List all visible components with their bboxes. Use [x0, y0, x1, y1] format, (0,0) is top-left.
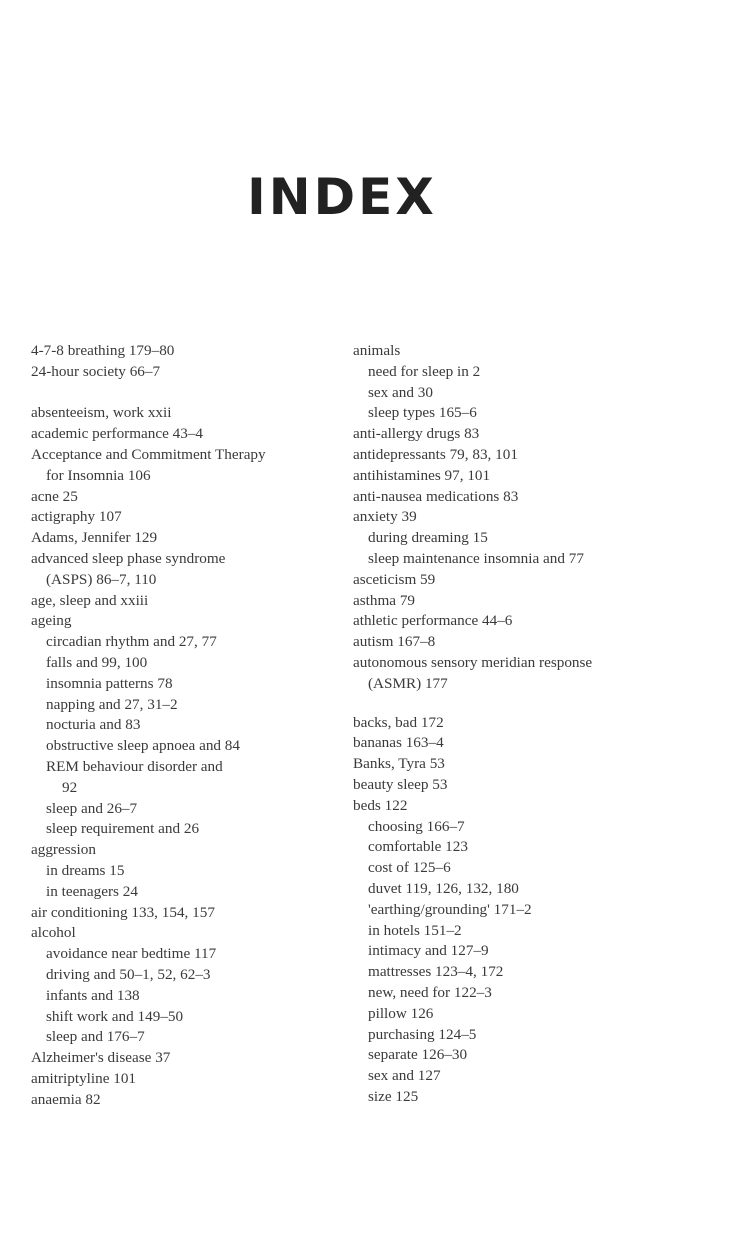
index-column-left — [31, 341, 331, 1110]
index-entry: bananas 163–4 — [353, 734, 444, 752]
index-entry: anti-allergy drugs 83 — [353, 425, 480, 443]
index-subentry: mattresses 123–4, 172 — [368, 963, 504, 981]
index-subentry: avoidance near bedtime 117 — [46, 945, 217, 963]
index-entry: aggression — [31, 841, 96, 859]
index-subentry: circadian rhythm and 27, 77 — [46, 633, 217, 651]
page-title: INDEX — [247, 168, 437, 226]
index-entry: backs, bad 172 — [353, 713, 444, 731]
index-entry: age, sleep and xxiii — [31, 591, 149, 609]
index-entry: autonomous sensory meridian response — [353, 653, 593, 671]
index-entry: air conditioning 133, 154, 157 — [31, 903, 215, 921]
index-entry: Banks, Tyra 53 — [353, 755, 445, 773]
index-subentry: sleep types 165–6 — [368, 404, 477, 422]
index-entry: amitriptyline 101 — [31, 1069, 137, 1087]
index-entry-continuation: (ASMR) 177 — [368, 674, 448, 692]
index-entry: academic performance 43–4 — [31, 425, 204, 443]
index-entry-continuation: (ASPS) 86–7, 110 — [46, 570, 157, 588]
index-subentry: sleep and 26–7 — [46, 799, 138, 817]
index-subentry: napping and 27, 31–2 — [46, 695, 178, 713]
index-subentry: choosing 166–7 — [368, 817, 465, 835]
index-entry: anaemia 82 — [31, 1090, 101, 1108]
index-entry: antidepressants 79, 83, 101 — [353, 445, 518, 463]
index-entry-continuation: for Insomnia 106 — [46, 466, 151, 484]
index-entry: Acceptance and Commitment Therapy — [31, 445, 266, 463]
index-entry: athletic performance 44–6 — [353, 612, 513, 630]
index-entry: Adams, Jennifer 129 — [31, 529, 158, 547]
index-entry: asceticism 59 — [353, 570, 436, 588]
index-subentry: insomnia patterns 78 — [46, 674, 173, 692]
index-subentry: nocturia and 83 — [46, 716, 141, 734]
index-subentry: comfortable 123 — [368, 838, 468, 856]
index-entry: Alzheimer's disease 37 — [31, 1049, 171, 1067]
index-subentry: sex and 127 — [368, 1067, 441, 1085]
index-subentry: in dreams 15 — [46, 861, 125, 879]
index-subentry: falls and 99, 100 — [46, 653, 148, 671]
index-subentry: sleep maintenance insomnia and 77 — [368, 549, 584, 567]
index-subentry: cost of 125–6 — [368, 859, 451, 877]
index-subentry: REM behaviour disorder and — [46, 757, 223, 775]
index-entry: anxiety 39 — [353, 508, 417, 526]
index-entry: antihistamines 97, 101 — [353, 466, 491, 484]
index-entry: anti-nausea medications 83 — [353, 487, 519, 505]
index-subentry: in teenagers 24 — [46, 882, 138, 900]
index-subentry: need for sleep in 2 — [368, 362, 481, 380]
index-entry: acne 25 — [31, 487, 78, 505]
index-subentry: purchasing 124–5 — [368, 1025, 477, 1043]
index-subentry: 'earthing/grounding' 171–2 — [368, 900, 532, 918]
index-entry: beauty sleep 53 — [353, 775, 448, 793]
index-subentry: new, need for 122–3 — [368, 983, 492, 1001]
index-entry: 4-7-8 breathing 179–80 — [31, 342, 175, 359]
index-subentry: sex and 30 — [368, 383, 433, 401]
index-entry: alcohol — [31, 924, 76, 942]
index-entry: beds 122 — [353, 796, 408, 814]
index-entry: 24-hour society 66–7 — [31, 362, 161, 380]
index-subentry: sleep and 176–7 — [46, 1028, 145, 1046]
index-subentry: separate 126–30 — [368, 1046, 468, 1064]
index-entry: advanced sleep phase syndrome — [31, 549, 226, 567]
index-subentry: sleep requirement and 26 — [46, 820, 200, 838]
index-entry: autism 167–8 — [353, 633, 436, 651]
index-entry: absenteeism, work xxii — [31, 404, 172, 422]
index-entry: ageing — [31, 612, 72, 630]
index-subentry-continuation: 92 — [62, 778, 78, 796]
index-entry: actigraphy 107 — [31, 508, 122, 526]
index-subentry: size 125 — [368, 1087, 419, 1105]
index-entry: asthma 79 — [353, 591, 416, 609]
index-subentry: intimacy and 127–9 — [368, 942, 489, 960]
index-subentry: obstructive sleep apnoea and 84 — [46, 737, 240, 755]
index-subentry: infants and 138 — [46, 986, 140, 1004]
index-subentry: duvet 119, 126, 132, 180 — [368, 879, 519, 897]
index-subentry: shift work and 149–50 — [46, 1007, 184, 1025]
index-subentry: pillow 126 — [368, 1004, 434, 1022]
index-subentry: driving and 50–1, 52, 62–3 — [46, 965, 211, 983]
index-subentry: in hotels 151–2 — [368, 921, 462, 939]
index-column-right — [353, 341, 683, 1108]
index-entry: animals — [353, 342, 401, 359]
index-subentry: during dreaming 15 — [368, 529, 488, 547]
